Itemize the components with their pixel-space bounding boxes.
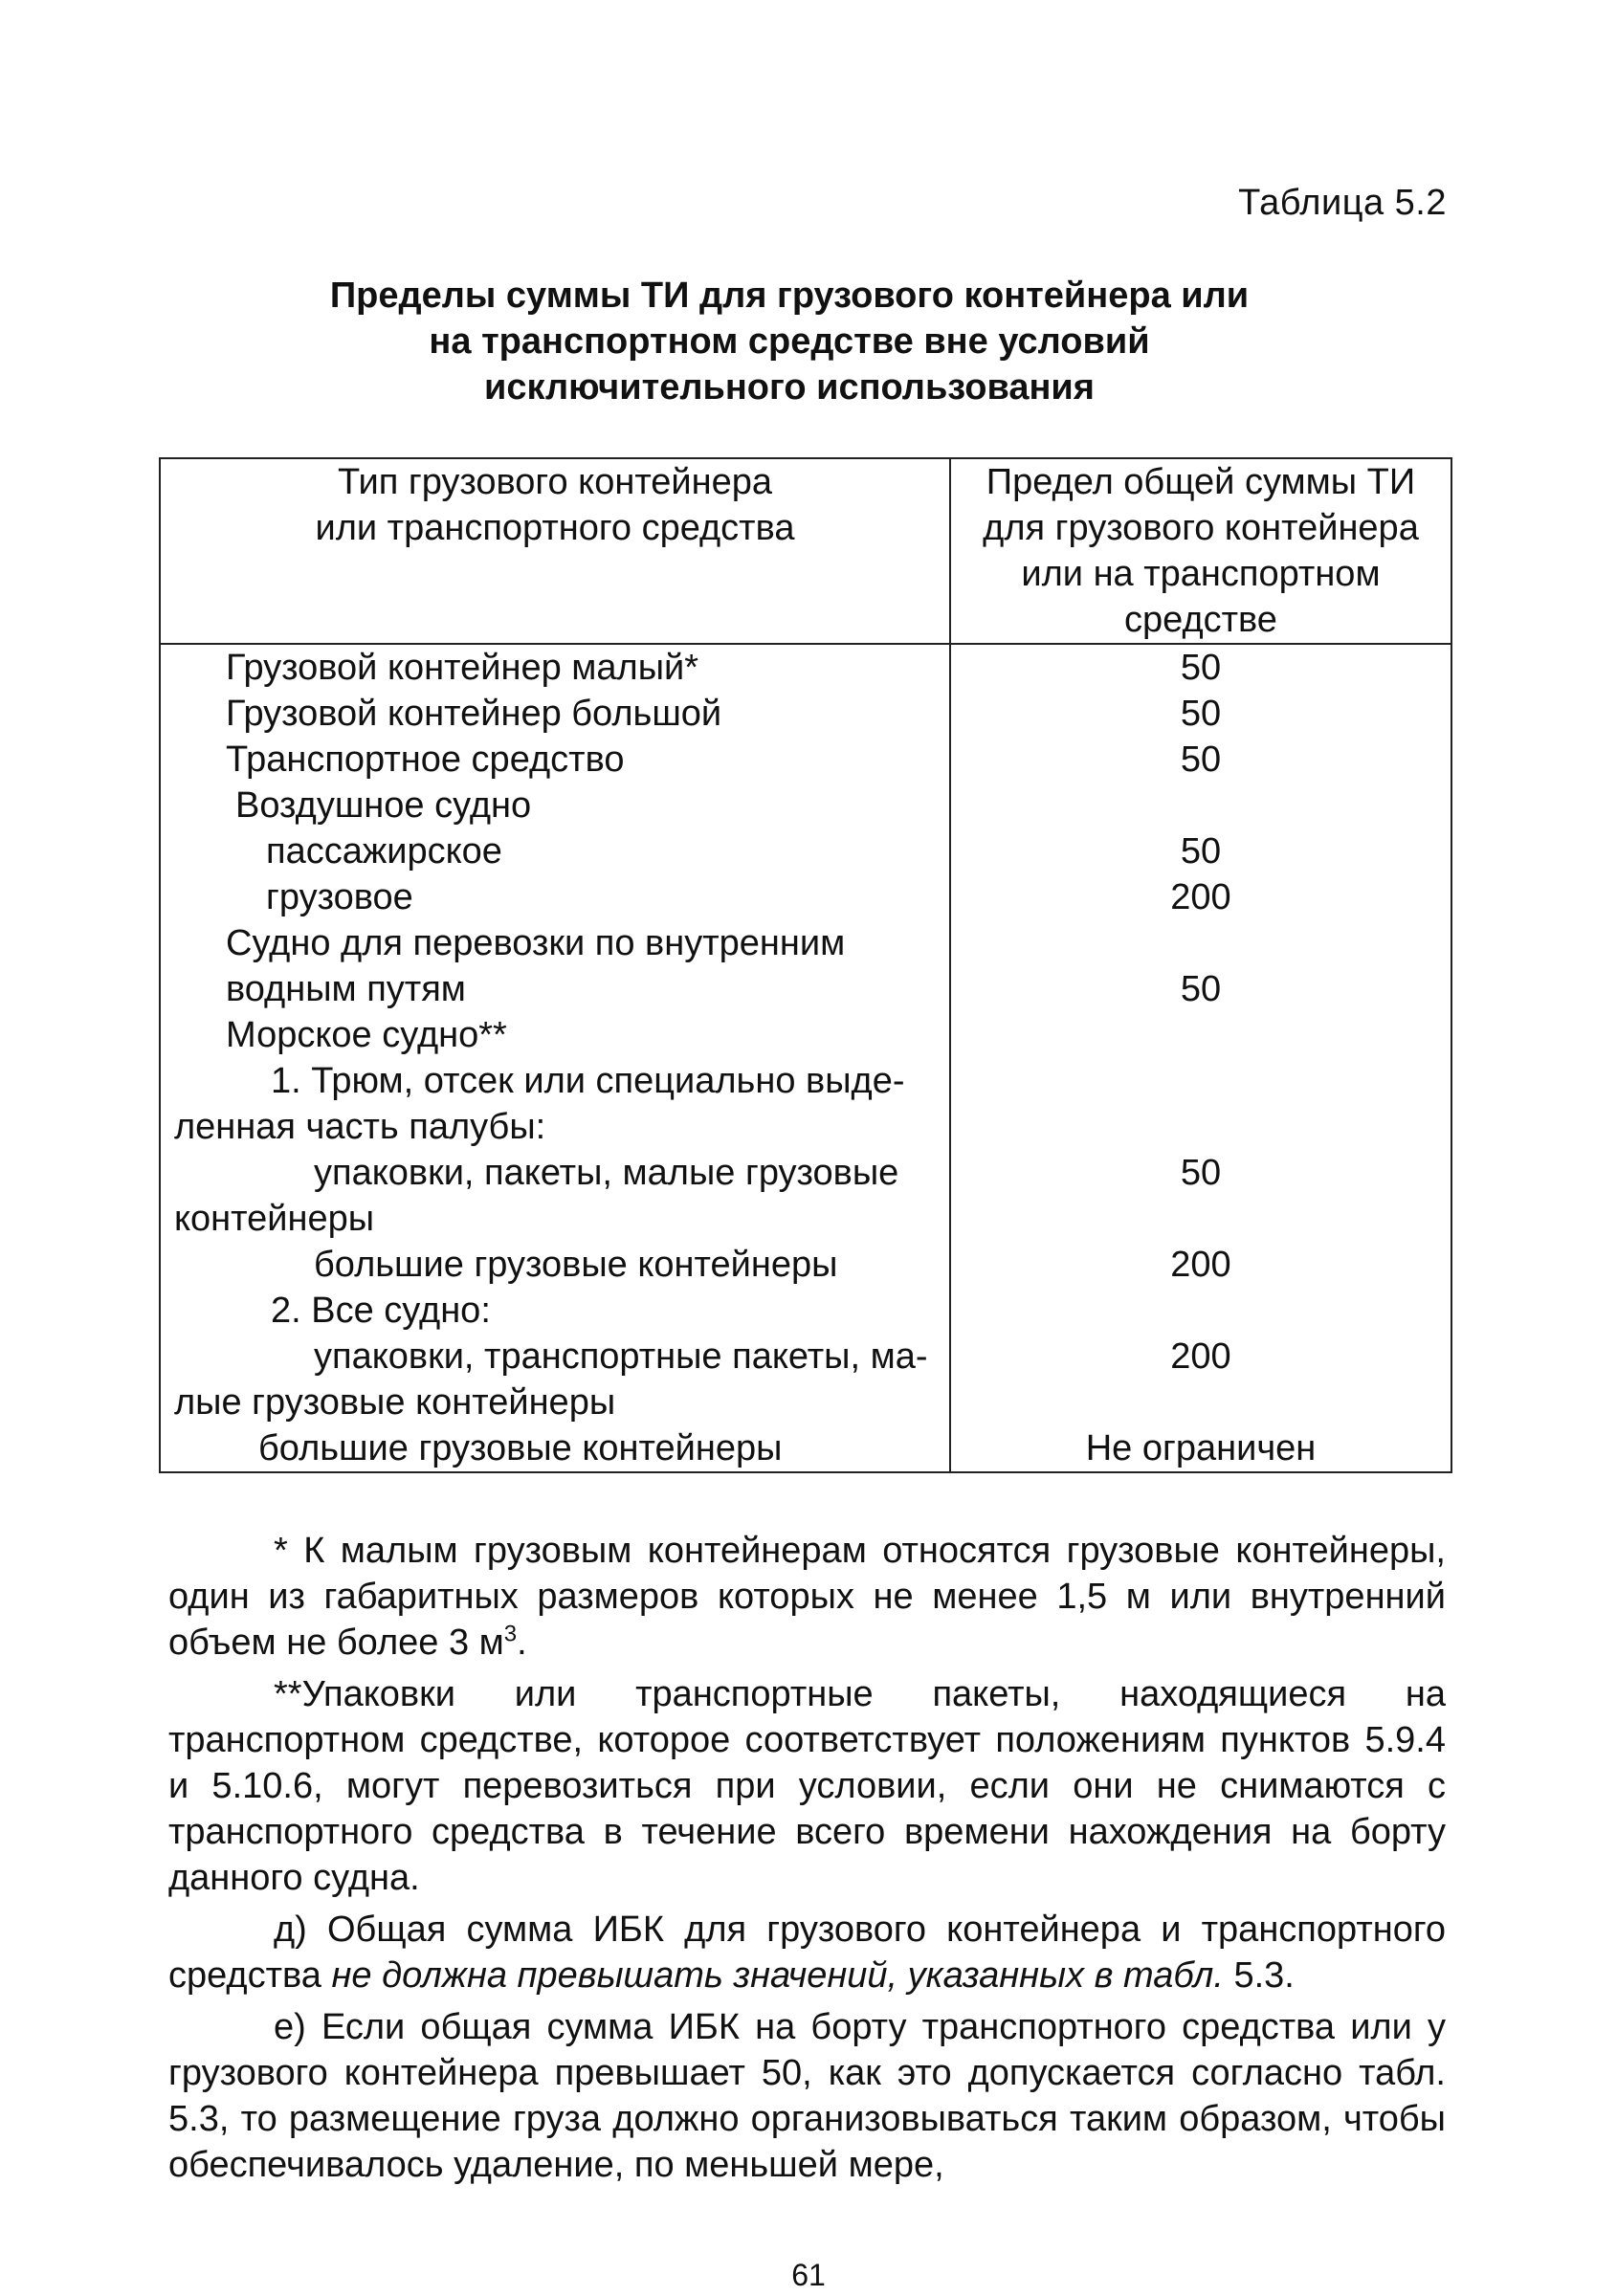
header-type-line: или транспортного средства	[315, 508, 795, 548]
header-limit-line: для грузового контейнера	[983, 508, 1419, 548]
table-title-line: исключительного использования	[484, 367, 1095, 408]
paragraph-d-end: 5.3.	[1223, 1955, 1295, 1996]
header-type	[160, 458, 950, 644]
limit-cell	[951, 1012, 1451, 1058]
limit-cell: 50	[1180, 740, 1222, 780]
footnote-small-containers	[168, 1528, 1446, 1666]
type-cell: лые грузовые контейнеры	[174, 1382, 616, 1423]
limit-cell: 50	[1180, 831, 1222, 872]
type-cell: упаковки, пакеты, малые грузовые	[314, 1153, 899, 1193]
type-cell: контейнеры	[174, 1199, 375, 1239]
limit-cell: 50	[1180, 969, 1222, 1009]
type-cell: 1. Трюм, отсек или специально выде-	[271, 1061, 905, 1101]
limit-cell	[951, 1104, 1451, 1150]
limit-cell: 50	[1180, 694, 1222, 734]
footnote-text: * К малым грузовым контейнерам относятся грузовые контейнеры, один из габаритных размеров которых не менее 1,5 м или внутренний объем не более 3 м	[168, 1531, 1446, 1663]
table-title	[287, 273, 1292, 410]
limit-cell	[951, 1058, 1451, 1104]
limit-cell: 200	[1170, 1245, 1231, 1285]
paragraph-d-italic: не должна превышать значений, указанных в табл.	[331, 1955, 1224, 1996]
limits-table	[159, 457, 1452, 1473]
paragraph-e: е) Если общая сумма ИБК на борту транспортного средства или у грузового контейнера превышает 50, как это допускается согласно табл. 5.3, то размещение груза должно организовываться таким образом, чтобы обеспечивалось удаление, по меньшей мере,	[168, 2007, 1446, 2185]
type-cell: водным путям	[226, 969, 466, 1009]
header-limit	[950, 458, 1451, 644]
limit-cell: 200	[1170, 877, 1231, 917]
limit-cell: Не ограничен	[1085, 1428, 1317, 1468]
limit-cell	[951, 1380, 1451, 1425]
limit-cell	[951, 920, 1451, 966]
table-title-line: на транспортном средстве вне условий	[429, 321, 1150, 362]
type-cell: 2. Все судно:	[271, 1291, 491, 1331]
type-cell: грузовое	[266, 877, 413, 917]
limit-cell: 50	[1180, 648, 1222, 688]
type-cell: Судно для перевозки по внутренним	[226, 923, 846, 963]
limit-cell	[951, 783, 1451, 828]
type-column	[160, 644, 950, 1472]
table-label: Таблица 5.2	[1238, 183, 1447, 223]
limit-column	[950, 644, 1451, 1472]
footnote-end: .	[517, 1623, 527, 1663]
type-cell: пассажирское	[266, 831, 502, 872]
page-number: 61	[791, 2258, 826, 2292]
table-title-line: Пределы суммы ТИ для грузового контейнера или	[329, 276, 1250, 316]
notes-section	[168, 1528, 1446, 2188]
footnote-superscript: 3	[503, 1621, 518, 1647]
header-limit-line: Предел общей суммы ТИ	[986, 462, 1416, 502]
type-cell: Грузовой контейнер малый*	[226, 648, 699, 688]
header-limit-line: или на транспортном	[1021, 554, 1381, 594]
type-cell: Транспортное средство	[226, 740, 625, 780]
type-cell: ленная часть палубы:	[174, 1107, 546, 1147]
header-type-line: Тип грузового контейнера	[337, 462, 773, 502]
table-header-row	[160, 458, 1451, 644]
footnote-sea-vessel: **Упаковки или транспортные пакеты, находящиеся на транспортном средстве, которое соответствует положениям пунктов 5.9.4 и 5.10.6, могут перевозиться при условии, если они не снимаются с транспортного средства в течение всего времени нахождения на борту данного судна.	[168, 1674, 1446, 1898]
limit-cell: 200	[1170, 1336, 1231, 1377]
type-cell: упаковки, транспортные пакеты, ма-	[314, 1336, 928, 1377]
limit-cell: 50	[1180, 1153, 1222, 1193]
type-cell: большие грузовые контейнеры	[258, 1428, 783, 1468]
paragraph-d	[168, 1907, 1446, 1998]
type-cell: Грузовой контейнер большой	[226, 694, 722, 734]
header-limit-line: средстве	[1124, 600, 1277, 640]
type-cell: Воздушное судно	[235, 785, 532, 826]
table-body-row	[160, 644, 1451, 1472]
type-cell: Морское судно**	[226, 1015, 507, 1055]
limit-cell	[951, 1196, 1451, 1242]
limit-cell	[951, 1288, 1451, 1334]
paragraph-d-text: д) Общая сумма ИБК для грузового контейнера и транспортного средства	[168, 1910, 1446, 1996]
type-cell: большие грузовые контейнеры	[314, 1245, 838, 1285]
